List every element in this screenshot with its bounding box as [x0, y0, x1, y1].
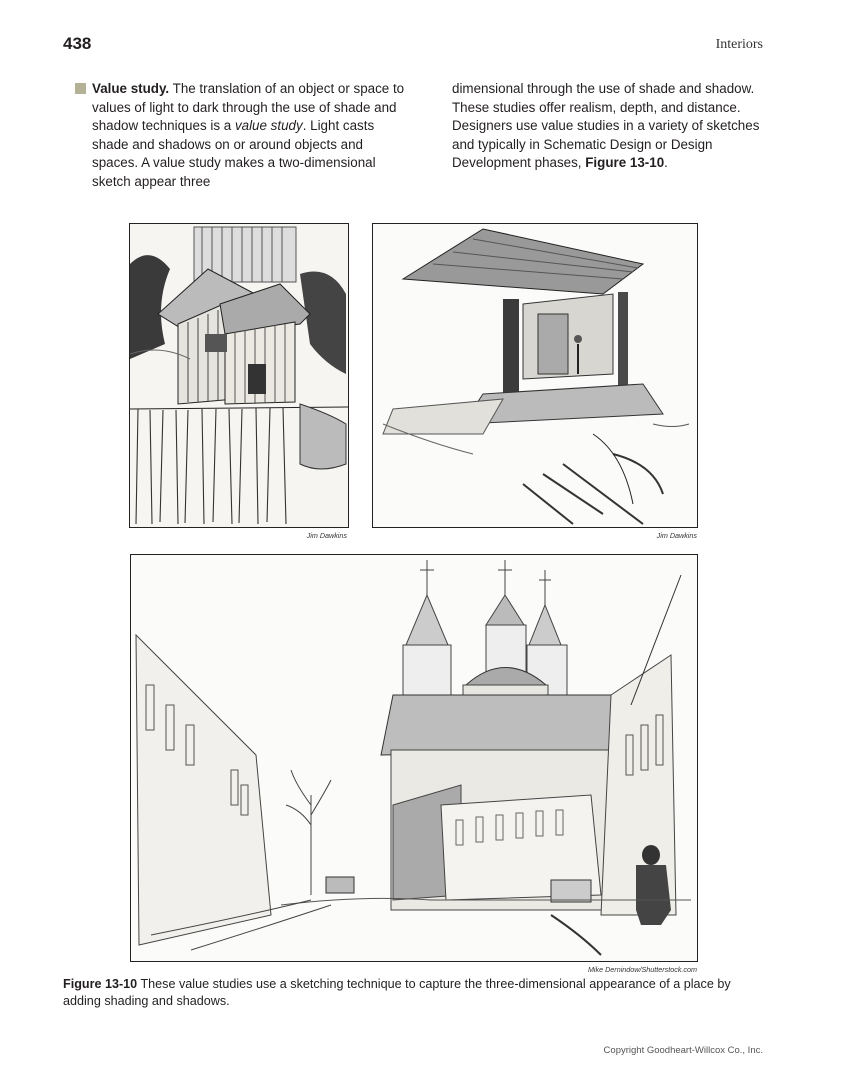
copyright-footer: Copyright Goodheart-Willcox Co., Inc. — [603, 1045, 763, 1056]
body-text-left-2: . Light casts shade and shadows on or around objects and spaces. A value study makes a two-dimensional sketch appear three — [92, 118, 376, 189]
figure-caption-text: These value studies use a sketching technique to capture the three-dimensional appearance of a place by adding shading and shadows. — [63, 977, 731, 1008]
body-column-left — [92, 80, 407, 191]
body-text-left-1: The translation of an object or space to values of light to dark through the use of shade and shadow techniques is a — [92, 81, 405, 133]
figure-reference: Figure 13-10 — [585, 155, 665, 170]
body-text-right-end: . — [664, 155, 668, 170]
church-street-sketch-image — [130, 554, 698, 962]
barn-sketch-image — [129, 223, 349, 528]
body-italic-term: value study — [234, 118, 303, 133]
running-head: Interiors — [715, 37, 763, 52]
body-column-right — [452, 80, 762, 173]
porch-sketch-image — [372, 223, 698, 528]
photo-credit-2: Jim Dawkins — [656, 531, 697, 540]
term-value-study: Value study. — [92, 81, 170, 96]
body-text-right: dimensional through the use of shade and shadow. These studies offer realism, depth, and distance. Designers use value studies in a variety of sketches and typically in Schematic Design or Design Development phases, — [452, 81, 760, 170]
page-number: 438 — [63, 34, 92, 53]
photo-credit-1: Jim Dawkins — [306, 531, 347, 540]
bullet-square-icon — [75, 83, 86, 94]
figure-caption-label: Figure 13-10 — [63, 977, 138, 991]
figure-caption — [63, 976, 753, 1010]
photo-credit-3: Mike Dernindow/Shutterstock.com — [587, 965, 697, 974]
